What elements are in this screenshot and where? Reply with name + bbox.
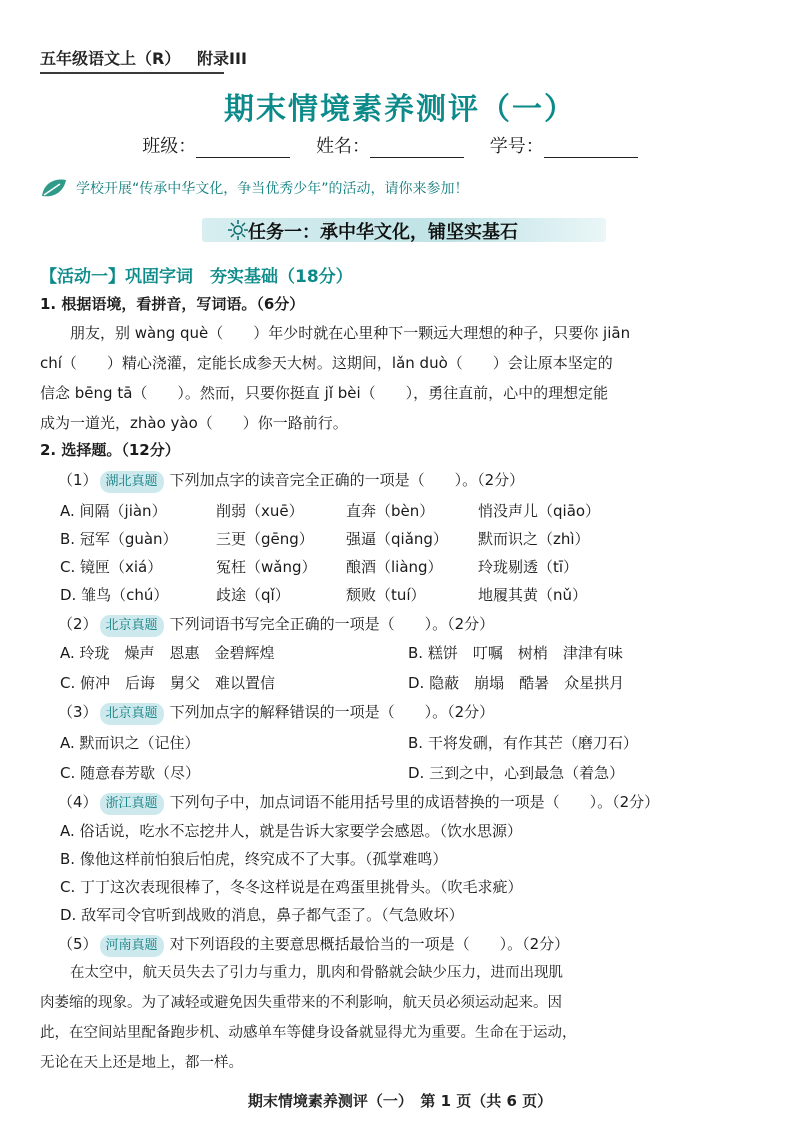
header-divider — [40, 72, 224, 74]
q2-3-stem — [58, 702, 494, 725]
option-cell[interactable]: 玲珑剔透（tī） — [478, 558, 579, 576]
task-title: 任务一：承中华文化，铺坚实基石 — [248, 222, 518, 243]
header — [40, 46, 247, 69]
option-cell[interactable]: 三更（gēng） — [216, 530, 314, 548]
q2-3-num: （3） — [58, 703, 98, 721]
source-tag: 北京真题 — [100, 703, 164, 725]
source-tag: 湖北真题 — [100, 471, 164, 493]
activity-heading: 【活动一】巩固字词 夯实基础（18分） — [40, 267, 353, 287]
q2-4-num: （4） — [58, 793, 98, 811]
option-cell[interactable]: C. 镜匣（xiá） — [60, 558, 163, 576]
option-cell[interactable]: 地履其黄（nǔ） — [478, 586, 588, 604]
number-label: 学号： — [489, 136, 544, 157]
passage-line: 此，在空间站里配备跑步机、动感单车等健身设备就显得尤为重要。生命在于运动， — [40, 1025, 577, 1041]
q2-4-stem — [58, 792, 659, 815]
q2-3-text: 下列加点字的解释错误的一项是（ ）。（2分） — [169, 703, 495, 721]
option-cell[interactable]: 强逼（qiǎng） — [346, 530, 448, 548]
source-tag: 浙江真题 — [100, 793, 164, 815]
option-c[interactable]: C. 随意春芳歇（尽） — [60, 764, 201, 782]
class-label: 班级： — [142, 136, 197, 157]
option-d[interactable]: D. 敌军司令官听到战败的消息，鼻子都气歪了。（气急败坏） — [60, 906, 464, 924]
name-label: 姓名： — [316, 136, 370, 157]
q2-2-stem — [58, 614, 494, 637]
option-cell[interactable]: 歧途（qǐ） — [216, 586, 290, 604]
class-field[interactable] — [196, 139, 290, 158]
option-c[interactable]: C. 俯冲 后诲 舅父 难以置信 — [60, 674, 276, 692]
q2-1-stem — [58, 470, 524, 493]
q2-2-num: （2） — [58, 615, 98, 633]
option-a[interactable]: A. 默而识之（记住） — [60, 734, 200, 752]
option-d[interactable]: D. 隐蔽 崩塌 酷暑 众星拱月 — [408, 674, 625, 692]
leaf-icon — [40, 176, 68, 200]
q1-stem: 1. 根据语境，看拼音，写词语。（6分） — [40, 295, 305, 313]
option-cell[interactable]: 削弱（xuē） — [216, 502, 304, 520]
option-cell[interactable]: 冤枉（wǎng） — [216, 558, 317, 576]
option-cell[interactable]: 颓败（tuí） — [346, 586, 426, 604]
page-footer: 期末情境素养测评（一） 第 1 页（共 6 页） — [247, 1092, 553, 1110]
option-d[interactable]: D. 三到之中，心到最急（着急） — [408, 764, 625, 782]
q1-para-line: 朋友，别 wàng què（ ）年少时就在心里种下一颗远大理想的种子，只要你 jiān — [70, 324, 631, 342]
option-a[interactable]: A. 俗话说，吃水不忘挖井人，就是告诉大家要学会感恩。（饮水思源） — [60, 822, 523, 840]
intro — [40, 176, 469, 200]
option-b[interactable]: B. 干将发硎，有作其芒（磨刀石） — [408, 734, 638, 752]
q2-1-num: （1） — [58, 471, 98, 489]
q1-para-line: 成为一道光，zhào yào（ ）你一路前行。 — [40, 414, 348, 432]
passage-line: 无论在天上还是地上，都一样。 — [40, 1055, 243, 1071]
passage-line: 肉萎缩的现象。为了减轻或避免因失重带来的不利影响，航天员必须运动起来。因 — [40, 995, 562, 1011]
q1-para-line: chí（ ）精心浇灌，定能长成参天大树。这期间，lǎn duò（ ）会让原本坚定的 — [40, 354, 613, 372]
option-a[interactable]: A. 玲珑 燥声 恩惠 金碧辉煌 — [60, 644, 275, 662]
option-cell[interactable]: 酿酒（liàng） — [346, 558, 443, 576]
option-c[interactable]: C. 丁丁这次表现很棒了，冬冬这样说是在鸡蛋里挑骨头。（吹毛求疵） — [60, 878, 523, 896]
q2-5-text: 对下列语段的主要意思概括最恰当的一项是（ ）。（2分） — [169, 935, 570, 953]
number-field[interactable] — [544, 139, 638, 158]
passage-line: 在太空中，航天员失去了引力与重力，肌肉和骨骼就会缺少压力，进而出现肌 — [70, 965, 563, 981]
page-title: 期末情境素养测评（一） — [224, 92, 576, 127]
option-cell[interactable]: 直奔（bèn） — [346, 502, 435, 520]
q1-para-line: 信念 bēng tā（ ）。然而，只要你挺直 jǐ bèi（ ），勇往直前，心中的理想定能 — [40, 384, 609, 402]
header-appendix: 附录III — [197, 49, 247, 68]
q2-2-text: 下列词语书写完全正确的一项是（ ）。（2分） — [169, 615, 495, 633]
intro-text: 学校开展“传承中华文化，争当优秀少年”的活动，请你来参加！ — [76, 181, 469, 197]
option-b[interactable]: B. 像他这样前怕狼后怕虎，终究成不了大事。（孤掌难鸣） — [60, 850, 448, 868]
student-info — [0, 132, 800, 158]
q2-4-text: 下列句子中，加点词语不能用括号里的成语替换的一项是（ ）。（2分） — [169, 793, 660, 811]
option-cell[interactable]: 默而识之（zhì） — [478, 530, 590, 548]
option-b[interactable]: B. 糕饼 叮嘱 树梢 津津有味 — [408, 644, 623, 662]
sun-icon — [228, 220, 248, 240]
option-cell[interactable]: A. 间隔（jiàn） — [60, 502, 167, 520]
q2-5-num: （5） — [58, 935, 98, 953]
option-cell[interactable]: B. 冠军（guàn） — [60, 530, 178, 548]
name-field[interactable] — [370, 139, 464, 158]
source-tag: 河南真题 — [100, 935, 164, 957]
q2-1-text: 下列加点字的读音完全正确的一项是（ ）。（2分） — [169, 471, 525, 489]
q2-stem: 2. 选择题。（12分） — [40, 441, 180, 459]
option-cell[interactable]: 悄没声儿（qiāo） — [478, 502, 601, 520]
q2-5-stem — [58, 934, 569, 957]
header-grade: 五年级语文上（R） — [40, 49, 181, 68]
option-cell[interactable]: D. 雏鸟（chú） — [60, 586, 169, 604]
source-tag: 北京真题 — [100, 615, 164, 637]
